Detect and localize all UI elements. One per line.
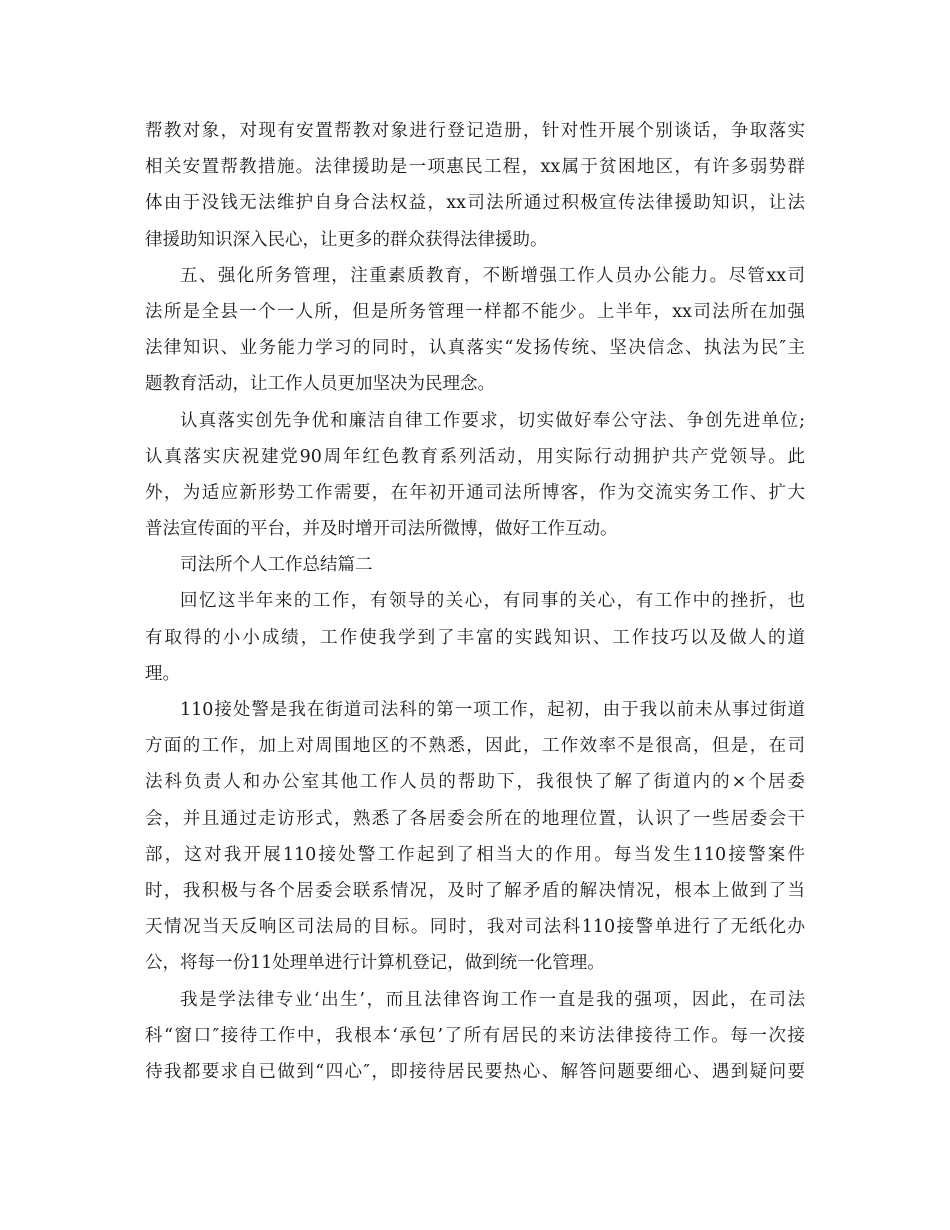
text-line: 普法宣传面的平台，并及时增开司法所微博，做好工作互动。 [145, 519, 618, 540]
text-line: 科“窗口″接待工作中，我根本‘承包’了所有居民的来访法律接待工作。每一次接 [145, 1025, 805, 1046]
text-line: 回忆这半年来的工作，有领导的关心，有同事的关心，有工作中的挫折，也 [180, 591, 805, 612]
text-line: 时，我积极与各个居委会联系情况，及时了解矛盾的解决情况，根本上做到了当 [145, 880, 805, 901]
paragraph [145, 982, 805, 1091]
text-line: 理。 [145, 663, 180, 684]
text-line: 待我都要求自已做到“四心″，即接待居民要热心、解答问题要细心、遇到疑问要 [145, 1061, 805, 1082]
text-line: 帮教对象，对现有安置帮教对象进行登记造册，针对性开展个别谈话，争取落实 [145, 121, 805, 141]
text-line: 有取得的小小成绩，工作使我学到了丰富的实践知识、工作技巧以及做人的道 [145, 627, 805, 648]
section-heading [145, 547, 805, 583]
text-line: 天情况当天反响区司法局的目标。同时，我对司法科110接警单进行了无纸化办 [145, 917, 805, 938]
text-line: 外，为适应新形势工作需要，在年初开通司法所博客，作为交流实务工作、扩大 [145, 482, 805, 503]
paragraph [145, 113, 805, 258]
paragraph [145, 403, 805, 548]
text-line: 相关安置帮教措施。法律援助是一项惠民工程，xx属于贫困地区，有许多弱势群 [145, 157, 805, 178]
text-line: 会，并且通过走访形式，熟悉了各居委会所在的地理位置，认识了一些居委会干 [145, 808, 805, 829]
text-line: 110接处警是我在街道司法科的第一项工作，起初，由于我以前未从事过街道 [180, 700, 805, 720]
text-line: 法所是全县一个一人所，但是所务管理一样都不能少。上半年，xx司法所在加强 [145, 301, 805, 322]
text-line: 公，将每一份11处理单进行计算机登记，做到统一化管理。 [145, 953, 605, 974]
text-line: 部，这对我开展110接处警工作起到了相当大的作用。每当发生110接警案件 [145, 844, 805, 865]
document-body [145, 113, 805, 1090]
text-line: 方面的工作，加上对周围地区的不熟悉，因此，工作效率不是很高，但是，在司 [145, 736, 805, 757]
text-line: 律援助知识深入民心，让更多的群众获得法律援助。 [145, 229, 548, 250]
text-line: 认真落实庆祝建党90周年红色教育系列活动，用实际行动拥护共产党领导。此 [145, 446, 805, 467]
text-line: 五、强化所务管理，注重素质教育，不断增强工作人员办公能力。尽管xx司 [180, 265, 805, 286]
text-line: 法科负责人和办公室其他工作人员的帮助下，我很快了解了街道内的×个居委 [145, 772, 805, 793]
paragraph [145, 692, 805, 982]
text-line: 体由于没钱无法维护自身合法权益，xx司法所通过积极宣传法律援助知识，让法 [145, 193, 805, 214]
text-line: 题教育活动，让工作人员更加坚决为民理念。 [145, 374, 495, 395]
paragraph [145, 258, 805, 403]
paragraph [145, 583, 805, 692]
text-line: 认真落实创先争优和廉洁自律工作要求，切实做好奉公守法、争创先进单位; [180, 410, 805, 431]
text-line: 我是学法律专业‘出生’，而且法律咨询工作一直是我的强项，因此，在司法 [180, 989, 805, 1010]
text-line: 法律知识、业务能力学习的同时，认真落实“发扬传统、坚决信念、执法为民″主 [145, 338, 805, 359]
heading-text: 司法所个人工作总结篇二 [180, 555, 373, 576]
